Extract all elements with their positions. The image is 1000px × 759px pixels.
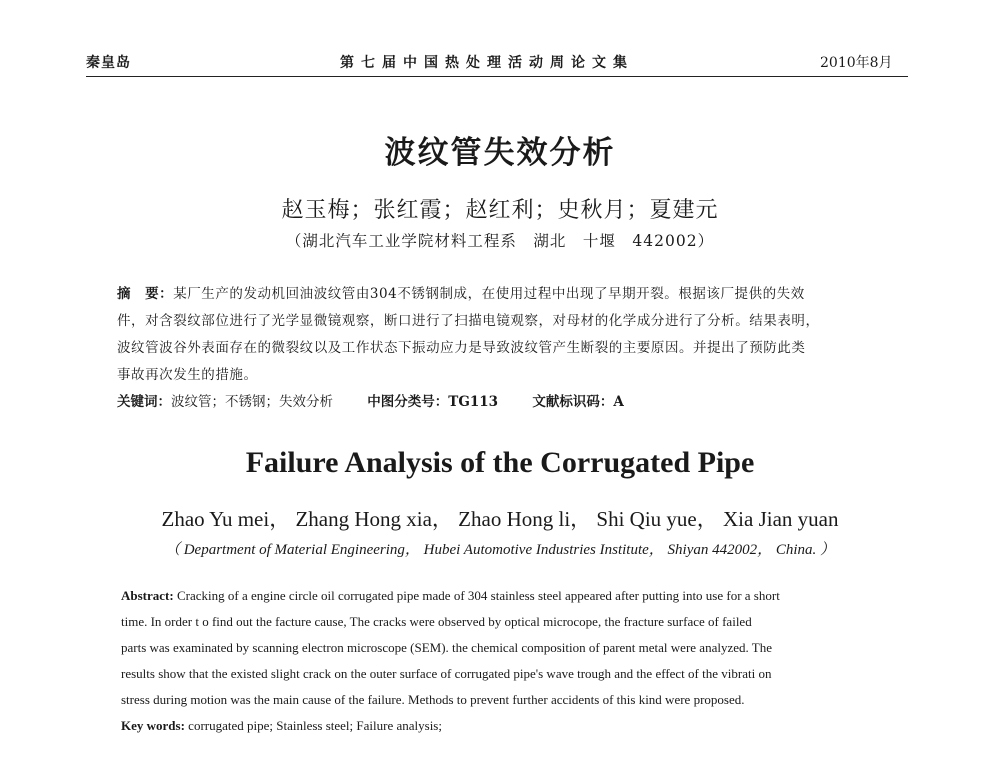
chinese-abstract-line	[117, 282, 805, 302]
chinese-keywords-row	[117, 390, 624, 410]
chinese-title: 波纹管失效分析	[384, 135, 616, 171]
english-authors: Zhao Yu mei， Zhang Hong xia， Zhao Hong li， Shi Qiu yue， Xia Jian yuan	[161, 507, 839, 531]
chinese-abstract-line: 件，对含裂纹部位进行了光学显微镜观察，断口进行了扫描电镜观察，对母材的化学成分进行了分析。结果表明，	[117, 313, 820, 329]
document-code: A	[613, 394, 624, 410]
english-abstract-line: parts was examinated by scanning electron microscope (SEM). the chemical composition of parent metal were analyzed. The	[121, 640, 772, 655]
english-abstract-text: Cracking of a engine circle oil corrugated pipe made of 304 stainless steel appeared after putting into use for a short	[173, 588, 780, 603]
chinese-abstract-label: 摘 要：	[117, 286, 174, 302]
chinese-keywords-label: 关键词：	[117, 394, 171, 410]
english-abstract-line: time. In order t o find out the facture cause, The cracks were observed by optical microcope, the fracture surface of failed	[121, 614, 752, 629]
chinese-keywords: 波纹管；不锈钢；失效分析	[171, 394, 333, 410]
english-abstract-line	[121, 588, 780, 604]
chinese-abstract-line: 事故再次发生的措施。	[117, 367, 258, 383]
english-title: Failure Analysis of the Corrugated Pipe	[245, 446, 755, 479]
running-header-proceedings-title: 第七届中国热处理活动周论文集	[340, 55, 634, 71]
header-divider	[86, 76, 908, 77]
chinese-authors: 赵玉梅；张红霞；赵红利；史秋月；夏建元	[281, 198, 719, 223]
english-keywords-label: Key words:	[121, 718, 185, 733]
chinese-affiliation: （湖北汽车工业学院材料工程系 湖北 十堰 442002）	[285, 232, 715, 250]
chinese-abstract-text: 某厂生产的发动机回油波纹管由304不锈钢制成，在使用过程中出现了早期开裂。根据该厂提供的失效	[173, 286, 805, 302]
clc-number: TG113	[448, 394, 499, 410]
english-keywords-row	[121, 718, 442, 734]
running-header-date: 2010年8月	[820, 55, 893, 71]
clc-label: 中图分类号：	[367, 394, 449, 410]
running-header-location: 秦皇岛	[86, 55, 131, 71]
document-code-label: 文献标识码：	[532, 394, 614, 410]
english-keywords: corrugated pipe; Stainless steel; Failure analysis;	[184, 718, 442, 733]
english-affiliation: （ Department of Material Engineering， Hubei Automotive Industries Institute， Shiyan 442002， China. ）	[164, 542, 836, 558]
english-abstract-label: Abstract:	[121, 588, 174, 603]
english-abstract-line: stress during motion was the main cause of the failure. Methods to prevent further accidents of this kind were proposed.	[121, 692, 745, 707]
chinese-abstract-line: 波纹管波谷外表面存在的微裂纹以及工作状态下振动应力是导致波纹管产生断裂的主要原因。并提出了预防此类	[117, 340, 806, 356]
english-abstract-line: results show that the existed slight crack on the outer surface of corrugated pipe's wave trough and the effect of the vibrati on	[121, 666, 772, 681]
